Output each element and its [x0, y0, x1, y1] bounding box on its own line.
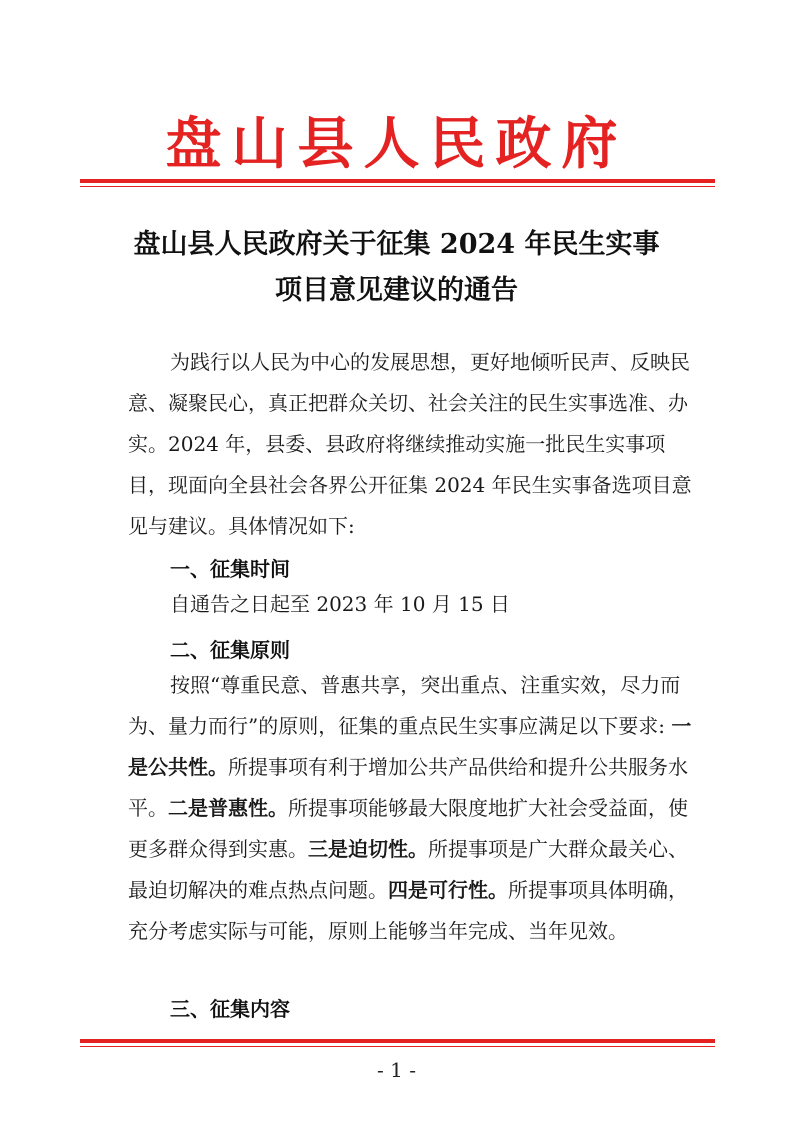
principle-2-label: 二是普惠性。 [168, 796, 288, 820]
principle-1-label: 一是公共性。 [128, 714, 692, 779]
section1-heading: 一、征集时间 [170, 557, 290, 581]
section2-body [128, 665, 698, 952]
doc-title-line2: 项目意见建议的通告 [275, 275, 518, 306]
principle-4-text: 所提事项具体明确，充分考虑实际与可能，原则上能够当年完成、当年见效。 [128, 878, 688, 943]
intro-paragraph: 为践行以人民为中心的发展思想，更好地倾听民声、反映民意、凝聚民心，真正把群众关切、社会关注的民生实事选准、办实。2024 年，县委、县政府将继续推动实施一批民生实事项目，现面向全县社会各界公开征集 2024 年民生实事备选项目意见与建议。具体情况如下: [128, 350, 692, 538]
principle-3-text: 所提事项是广大群众最关心、最迫切解决的难点热点问题。 [128, 837, 688, 902]
section3-heading: 三、征集内容 [170, 997, 290, 1021]
header-rule-thin [80, 186, 715, 187]
principle-4-label: 四是可行性。 [388, 878, 508, 902]
section2-body-start: 按照“尊重民意、普惠共享，突出重点、注重实效，尽力而为、量力而行”的原则，征集的重点民生实事应满足以下要求: [128, 673, 681, 738]
section1-body: 自通告之日起至 2023 年 10 月 15 日 [170, 592, 510, 616]
page-number: - 1 - [377, 1058, 416, 1082]
footer-rule-thin [80, 1046, 715, 1047]
principle-3-label: 三是迫切性。 [308, 837, 428, 861]
section2-heading: 二、征集原则 [170, 638, 290, 662]
principle-1-text: 所提事项有利于增加公共产品供给和提升公共服务水平。 [128, 755, 688, 820]
doc-title-line1: 盘山县人民政府关于征集 2024 年民生实事 [133, 229, 660, 260]
header-rule-thick [80, 179, 715, 183]
principle-2-text: 所提事项能够最大限度地扩大社会受益面，使更多群众得到实惠。 [128, 796, 688, 861]
header-org-name: 盘山县人民政府 [165, 111, 628, 177]
footer-rule-thick [80, 1039, 715, 1043]
